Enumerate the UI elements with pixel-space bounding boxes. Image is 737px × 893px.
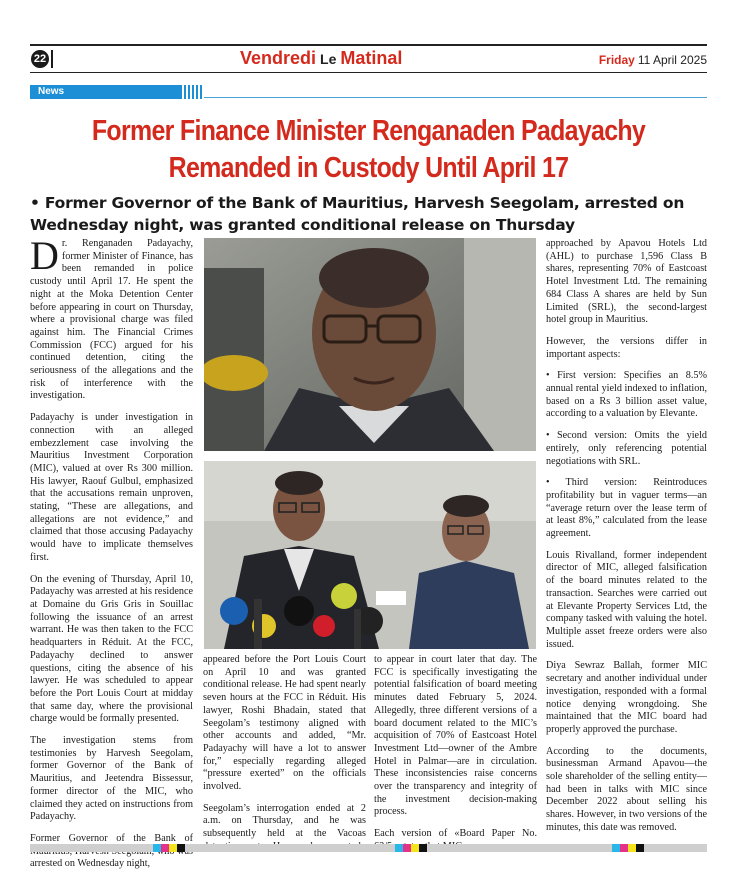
dateline-day: Friday <box>598 53 635 67</box>
paragraph: • Second version: Omits the yield entirely, only referencing potential negotiations with SRL. <box>546 430 707 467</box>
article-column-3 <box>374 654 537 863</box>
section-tag-news: News <box>30 85 180 99</box>
dateline <box>599 53 707 67</box>
article-column-4 <box>546 238 707 844</box>
paragraph: Louis Rivalland, former independent director of MIC, alleged falsification of the board minutes related to the transaction. Searches were carried out at Elevante Property Services Ltd, the company tasked with valuing the hotel. Multiple asset freeze orders were also issued. <box>546 549 707 650</box>
page-number: 22 <box>31 50 49 68</box>
photo-lawyers-press <box>204 461 536 649</box>
paragraph <box>30 233 193 403</box>
paragraph: • Third version: Reintroduces profitability but in vaguer terms—an “average return over the lease term of at least 8%,” calculated from the lease agreement. <box>546 477 707 540</box>
paragraph: On the evening of Thursday, April 10, Padayachy was arrested at his residence at Domaine du Gris Gris in Souillac following the issuance of an arrest warrant. He was then taken to the FCC headquarters in Réduit. At the FCC, Padayachy declined to answer questions, citing the absence of his lawyer. He was scheduled to appear before the Port Louis Court at midday that same day, where the provisional charge would be formally presented. <box>30 573 193 725</box>
paragraph-text: r. Renganaden Padayachy, former Minister of Finance, has been remanded in police custody until April 17. He spent the night at the Moka Detention Center before appearing in court on Thursday, where a provisional charge was filed against him. The Financial Crimes Commission (FCC) argued for his continued detention, citing the seriousness of the allegations and the risk of interference with the investigation. <box>30 238 193 402</box>
registration-marks-center <box>395 844 427 852</box>
article-column-2 <box>203 654 366 863</box>
paragraph: appeared before the Port Louis Court on April 10 and was granted conditional release. He had spent nearly seven hours at the FCC in Réduit. His lawyer, Roshi Bhadain, stated that Seegolam’s testimony aligned with other accounts and added, “Mr. Padayachy will have a lot to answer for,” especially regarding alleged “pressure exerted” on the officials involved. <box>203 654 366 793</box>
paragraph: Diya Sewraz Ballah, former MIC secretary and another individual under investigation, responded with a formal notice denying wrongdoing. She maintained that the MIC board had properly approved the purchase. <box>546 660 707 735</box>
header-bottom-rule <box>30 72 707 73</box>
dateline-date: 11 April 2025 <box>637 53 707 67</box>
paragraph: to appear in court later that day. The FCC is specifically investigating the potential falsification of board meeting minutes dated February 5, 2024. Allegedly, three different versions of a board document related to the MIC’s acquisition of 70% of Eastcoast Hotel Investment Ltd—owner of the Ambre Hotel in Palmar—are in circulation. These inconsistencies raise concerns over the transparency and integrity of the investment decision-making process. <box>374 654 537 818</box>
paragraph: Padayachy is under investigation in connection with an alleged embezzlement case involving the Mauritius Investment Corporation (MIC), valued at over Rs 300 million. His lawyer, Raouf Gulbul, emphasized that the accusations remain unproven, stating, “These are allegations, and allegations are not evidence,” and claimed that those accusing Padayachy would have to implicate themselves first. <box>30 412 193 563</box>
paragraph: According to the documents, businessman Armand Apavou—the sole shareholder of the selling entity—had been in talks with MIC since December 2022 about selling his shares. However, in two versions of the minutes, this date was removed. <box>546 745 707 833</box>
photo-lawyers-press-image <box>204 461 536 649</box>
registration-marks-left <box>153 844 185 852</box>
article-subhead: • Former Governor of the Bank of Mauritius, Harvesh Seegolam, arrested on Wednesday night, was granted conditional release on Thursday <box>30 194 685 234</box>
paragraph: Each version of «Board Paper No. <box>374 828 537 840</box>
masthead-le: Le <box>320 51 337 67</box>
paragraph: Seegolam’s interrogation ended at 2 a.m. on Thursday, and he was subsequently held at the Vacoas <box>203 802 366 840</box>
registration-marks-right <box>612 844 644 852</box>
section-tag-fade <box>180 85 204 99</box>
masthead-vendredi: Vendredi <box>240 48 317 68</box>
page-number-divider <box>51 50 53 68</box>
article-headline: Former Finance Minister Renganaden Padayachy Remanded in Custody Until April 17 <box>91 115 646 184</box>
masthead <box>240 48 402 69</box>
photo-padayachy-closeup <box>204 238 536 451</box>
footer-print-bar <box>30 844 707 852</box>
paragraph: Former Governor of the Bank of arrested on Wednesday night, <box>30 832 193 870</box>
header-top-rule <box>30 44 707 46</box>
paragraph: approached by Apavou Hotels Ltd (AHL) to purchase 1,596 Class B shares, representing 70% of Eastcoast Hotel Investment Ltd. The remaining 684 Class A shares are held by Sun Limited (SRL), the second-largest hotel group in Mauritius. <box>546 238 707 326</box>
photo-padayachy-closeup-image <box>204 238 536 451</box>
drop-cap: D <box>30 233 59 278</box>
paragraph: • First version: Specifies an 8.5% annual rental yield indexed to inflation, based on a Rs 3 billion asset value, according to a valuation by Elevante. <box>546 370 707 420</box>
article-column-1 <box>30 233 193 880</box>
paragraph: However, the versions differ in important aspects: <box>546 335 707 360</box>
masthead-matinal: Matinal <box>340 48 403 68</box>
paragraph: The investigation stems from testimonies by Harvesh Seegolam, former Governor of the Bank of Mauritius, and Jeetendra Bissessur, former director of the MIC, who claimed they acted on instructions from Padayachy. <box>30 735 193 823</box>
